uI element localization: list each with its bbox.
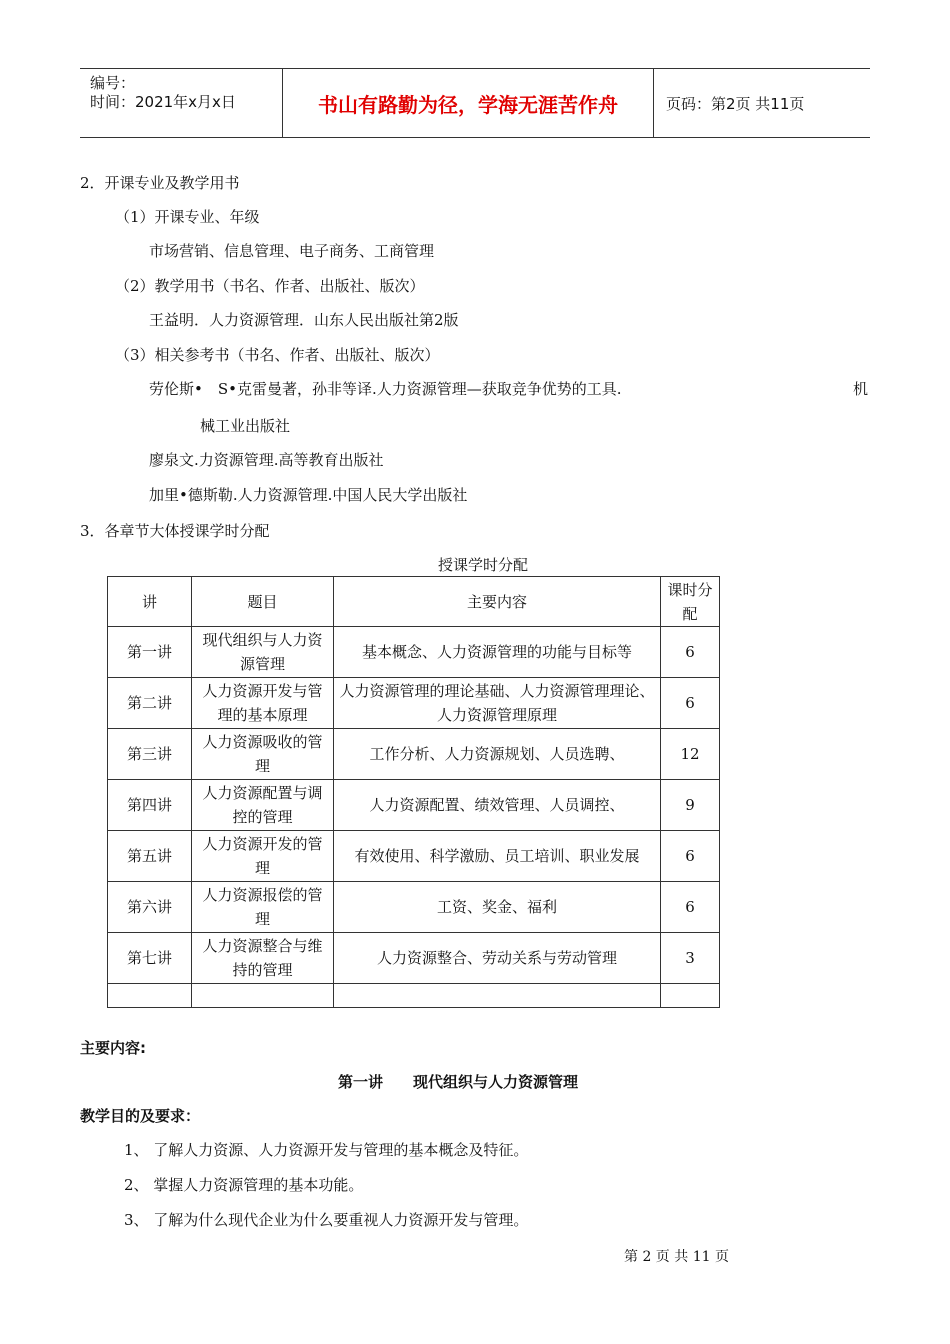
cell-hours: 6	[661, 627, 720, 678]
cell-lecture: 第二讲	[108, 678, 192, 729]
goal-item: 2、 掌握人力资源管理的基本功能。	[124, 1176, 364, 1194]
goals-label: 教学目的及要求：	[80, 1107, 201, 1125]
table-header-row	[108, 577, 720, 627]
reference-2: 廖泉文.力资源管理.高等教育出版社	[149, 451, 384, 469]
cell-content: 有效使用、科学激励、员工培训、职业发展	[334, 831, 661, 882]
cell-hours: 9	[661, 780, 720, 831]
page-footer: 第 2 页 共 11 页	[624, 1249, 729, 1265]
reference-1-line2: 械工业出版社	[200, 417, 291, 435]
section2-sub2-title: （2）教学用书（书名、作者、出版社、版次）	[115, 277, 425, 295]
table-row	[108, 780, 720, 831]
cell-hours: 12	[661, 729, 720, 780]
cell-lecture: 第五讲	[108, 831, 192, 882]
table-caption: 授课学时分配	[438, 556, 529, 574]
goal-item: 3、 了解为什么现代企业为什么要重视人力资源开发与管理。	[124, 1211, 529, 1229]
cell-hours: 6	[661, 831, 720, 882]
header-meta-cell	[80, 69, 283, 137]
goal-item: 1、 了解人力资源、人力资源开发与管理的基本概念及特征。	[124, 1141, 529, 1159]
reference-3: 加里•德斯勒.人力资源管理.中国人民大学出版社	[149, 486, 468, 504]
table-row	[108, 678, 720, 729]
table-row	[108, 729, 720, 780]
header-cell-hours: 课时分配	[661, 577, 720, 627]
table-row	[108, 627, 720, 678]
page-info	[664, 69, 864, 137]
hours-table	[107, 576, 720, 1008]
cell-hours: 6	[661, 678, 720, 729]
time-label: 时间：2021年x月x日	[90, 93, 236, 111]
table-row	[108, 831, 720, 882]
cell-topic: 人力资源配置与调控的管理	[192, 780, 334, 831]
page-info-text: 页码：第2页 共11页	[666, 94, 805, 113]
section3-title: 3．各章节大体授课学时分配	[80, 522, 270, 540]
cell-lecture: 第七讲	[108, 933, 192, 984]
section2-sub1-title: （1）开课专业、年级	[115, 208, 260, 226]
cell-lecture: 第一讲	[108, 627, 192, 678]
cell-empty	[661, 984, 720, 1008]
cell-topic: 人力资源开发与管理的基本原理	[192, 678, 334, 729]
header-cell-content: 主要内容	[334, 577, 661, 627]
cell-topic: 现代组织与人力资源管理	[192, 627, 334, 678]
header-cell-topic: 题目	[192, 577, 334, 627]
cell-empty	[108, 984, 192, 1008]
reference-1-line-end: 机	[853, 380, 869, 398]
table-row-empty	[108, 984, 720, 1008]
cell-empty	[334, 984, 661, 1008]
cell-content: 人力资源配置、绩效管理、人员调控、	[334, 780, 661, 831]
cell-content: 基本概念、人力资源管理的功能与目标等	[334, 627, 661, 678]
cell-content: 工作分析、人力资源规划、人员选聘、	[334, 729, 661, 780]
cell-hours: 6	[661, 882, 720, 933]
cell-topic: 人力资源整合与维持的管理	[192, 933, 334, 984]
cell-lecture: 第三讲	[108, 729, 192, 780]
section2-sub3-title: （3）相关参考书（书名、作者、出版社、版次）	[115, 346, 440, 364]
header-cell-lecture: 讲	[108, 577, 192, 627]
table-row	[108, 882, 720, 933]
section2-sub1-text: 市场营销、信息管理、电子商务、工商管理	[149, 242, 435, 260]
cell-topic: 人力资源吸收的管理	[192, 729, 334, 780]
main-content-label: 主要内容:	[80, 1039, 146, 1057]
page-header	[80, 68, 870, 138]
cell-lecture: 第六讲	[108, 882, 192, 933]
cell-content: 人力资源管理的理论基础、人力资源管理理论、人力资源管理原理	[334, 678, 661, 729]
section2-title: 2．开课专业及教学用书	[80, 174, 240, 192]
table-row	[108, 933, 720, 984]
cell-lecture: 第四讲	[108, 780, 192, 831]
cell-empty	[192, 984, 334, 1008]
cell-topic: 人力资源开发的管理	[192, 831, 334, 882]
cell-topic: 人力资源报偿的管理	[192, 882, 334, 933]
cell-content: 人力资源整合、劳动关系与劳动管理	[334, 933, 661, 984]
cell-hours: 3	[661, 933, 720, 984]
section2-sub2-text: 王益明．人力资源管理．山东人民出版社第2版	[149, 311, 459, 329]
cell-content: 工资、奖金、福利	[334, 882, 661, 933]
motto: 书山有路勤为径，学海无涯苦作舟	[283, 69, 654, 137]
number-label: 编号：	[90, 74, 136, 92]
reference-1-line1: 劳伦斯• S•克雷曼著，孙非等译.人力资源管理—获取竞争优势的工具.	[149, 380, 622, 398]
lecture-title: 第一讲 现代组织与人力资源管理	[338, 1073, 579, 1091]
